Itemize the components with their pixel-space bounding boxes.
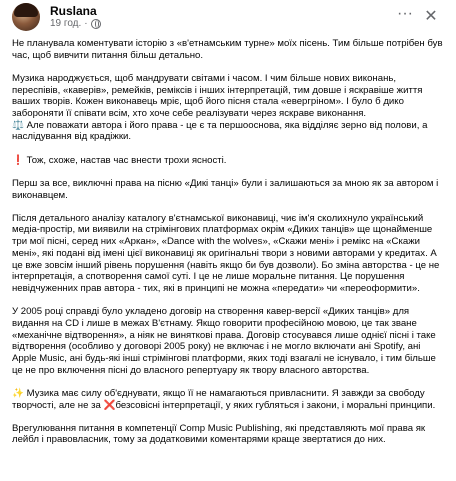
post-date[interactable]: 19 год.: [50, 18, 82, 29]
more-options-button[interactable]: ···: [397, 5, 413, 22]
paragraph-2: [12, 73, 446, 120]
paragraph-8-text-a: Музика має силу об'єднувати, якщо її не намагаються привласнити. Я завжди за свободу творчості, але не за: [12, 387, 425, 411]
paragraph-4: [12, 155, 446, 167]
paragraph-8-text-b: безсовісні інтерпретації, у яких губляться і закони, і моральні принципи.: [115, 399, 436, 411]
post-body: [12, 38, 446, 458]
avatar-hair: [14, 3, 38, 17]
paragraph-6: Після детального аналізу каталогу в'єтнамської виконавиці, чиє ім'я сколихнуло український медіа-простір, ми виявили на стрімінгових платформах окрім «Диких танців» ще щонайменше три мої пісні, серед них «Аркан», «Dance with the wolves», «Скажи мені» і ремікс на «Скажи мені», які подані від імені цієї виконавиці як оригінальні твори з новими авторами у кредитах. А це вже зовсім інший рівень порушення (навіть якщо би був дозволи). Бо зміна авторства - це не інтерпретація, а спотворення самої суті. І це не лише моральне питання. Це порушення невідчуженних прав автора - тих, які в принципі не можна «передати» чи «переоформити».: [12, 212, 440, 294]
cross-icon: ❌: [103, 399, 116, 411]
post-header: [12, 2, 444, 32]
paragraph-8: [12, 388, 446, 411]
paragraph-9: Врегулювання питання в компетенції Comp Music Publishing, які представляють мої права як лейбл і правовласник, тому за додатковими коментарями краще звертатися до них.: [12, 422, 426, 446]
paragraph-5: Перш за все, виключні права на пісню «Дикі танці» були і залишаються за мною як за автором і виконавцем.: [12, 177, 439, 201]
paragraph-3-text: Але поважати автора і його права - це є та першооснова, яка відділяє зерно від полови, а наслідування від крадіжки.: [12, 119, 428, 143]
close-icon[interactable]: ✕: [424, 8, 438, 25]
paragraph-1: Не планувала коментувати історію з «в'етнамським турне» моїх пісень. Тим більше потрібен був час, щоб вивчити питання більш детально.: [12, 38, 443, 61]
meta-separator: ·: [84, 18, 88, 29]
paragraph-7: У 2005 році справді було укладено договір на створення кавер-версії «Диких танців» для видання на CD і лише в межах В'єтнаму. Якщо говорити професійною мовою, це так зване «механічне відтворення», а ніяк не виняткові права. Договір стосувався лише однієї пісні і таке відтворення (особливо у договорі 2005 року) не включає і не могло включати ані Spotify, ані Apple Music, ані будь-які інші стрімінгові платформи, яких тоді взагалі не існувало, і тим більше це не про включення пісні до власного репертуару як твору власного авторства.: [12, 306, 436, 376]
paragraph-2-text: Музика народжується, щоб мандрувати світами і часом. І чим більше нових виконань, переспівів, «каверів», ремейків, ремiксів і інших інтерпретацій, тим довше і яскравіше життя ваших творів. Кожен виконавець мріє, щоб його пісня стала «евергріном». І було б дико забороняти її співати всім, хто хоче себе реалізувати через яскраве виконання.: [12, 72, 423, 120]
author-name[interactable]: Ruslana: [50, 4, 97, 18]
author-avatar[interactable]: [12, 3, 40, 31]
paragraph-4-text: Тож, схоже, настав час внести трохи ясності.: [26, 154, 227, 166]
sparkle-icon: ✨: [12, 387, 24, 399]
paragraph-3: [12, 120, 446, 143]
post-meta: [50, 18, 101, 29]
globe-icon: [91, 19, 101, 29]
scale-icon: ⚖️: [12, 119, 24, 131]
exclamation-icon: ❗: [12, 154, 24, 166]
